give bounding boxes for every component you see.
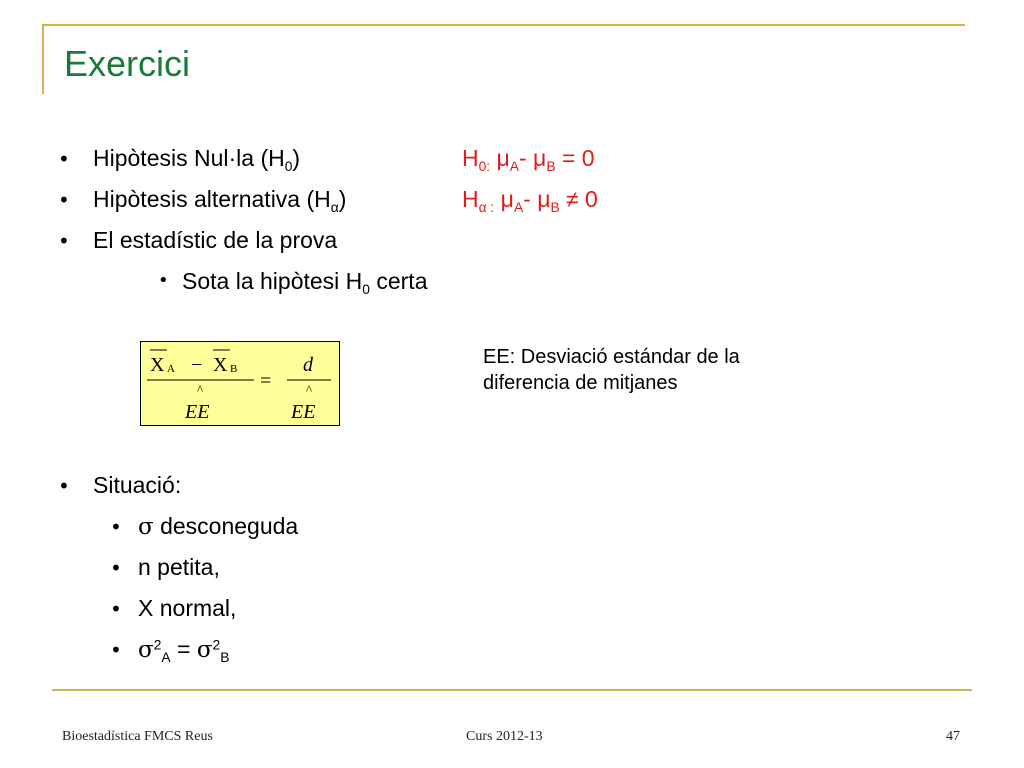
bullet-dot: • <box>58 147 70 171</box>
sub-bullet-under-h0: Sota la hipòtesi $H_0$ certa <box>182 268 428 297</box>
bullet-null-hypothesis: Hipòtesis Nul·la $(H_0)$ <box>93 145 301 174</box>
alternative-hypothesis-formula: $H_{\alpha :}$ $\mu_A-$ $\mu_B \ne 0$ <box>462 186 598 215</box>
test-statistic-formula-box <box>140 341 340 426</box>
formula-sub-b: B <box>230 363 238 375</box>
page-number: 47 <box>946 729 960 744</box>
bullet-test-statistic: El estadístic de la prova <box>93 227 338 253</box>
sub-bullet-x-normal: X normal, <box>138 595 237 621</box>
slide-title: Exercici <box>64 43 191 84</box>
standard-error-note: EE: Desviació estándar de la diferencia de mitjanes <box>483 346 740 394</box>
formula-equals: = <box>260 370 272 392</box>
sub-bullet-small-n: n petita, <box>138 554 220 580</box>
formula-sub-a: A <box>167 363 175 375</box>
sub-bullet-dot: • <box>110 515 122 539</box>
bullet-alternative-hypothesis: Hipòtesis alternativa $(H_\alpha)$ <box>93 186 347 215</box>
formula-hat: ^ <box>197 382 204 397</box>
footer-left-text: Bioestadística FMCS Reus <box>62 729 213 744</box>
formula-ee-right: EE <box>291 401 316 423</box>
formula-hat: ^ <box>306 382 313 397</box>
sub-bullet-dot: • <box>110 638 122 662</box>
formula-ee-left: EE <box>185 401 210 423</box>
bottom-border-line <box>52 689 972 691</box>
bullet-situation: Situació: <box>93 472 182 498</box>
test-statistic-formula <box>141 342 339 425</box>
sub-bullet-dot: • <box>110 597 122 621</box>
null-hypothesis-formula: $H_{0:}$ $\mu_A-$ $\mu_B = 0$ <box>462 145 595 174</box>
bullet-dot: • <box>58 474 70 498</box>
sub-bullet-dot: • <box>110 556 122 580</box>
formula-xb: X <box>213 354 228 376</box>
sub-bullet-dot: • <box>158 270 169 291</box>
formula-xa: X <box>150 354 165 376</box>
sub-bullet-sigma-unknown: σ desconeguda <box>138 513 299 540</box>
formula-d: d <box>303 354 313 376</box>
bullet-dot: • <box>58 229 70 253</box>
sub-bullet-equal-variances: $\sigma^2_A = \sigma^2_B$ <box>138 636 230 665</box>
formula-minus: − <box>191 354 203 376</box>
footer-course: Curs 2012-13 <box>466 729 543 744</box>
bullet-dot: • <box>58 188 70 212</box>
